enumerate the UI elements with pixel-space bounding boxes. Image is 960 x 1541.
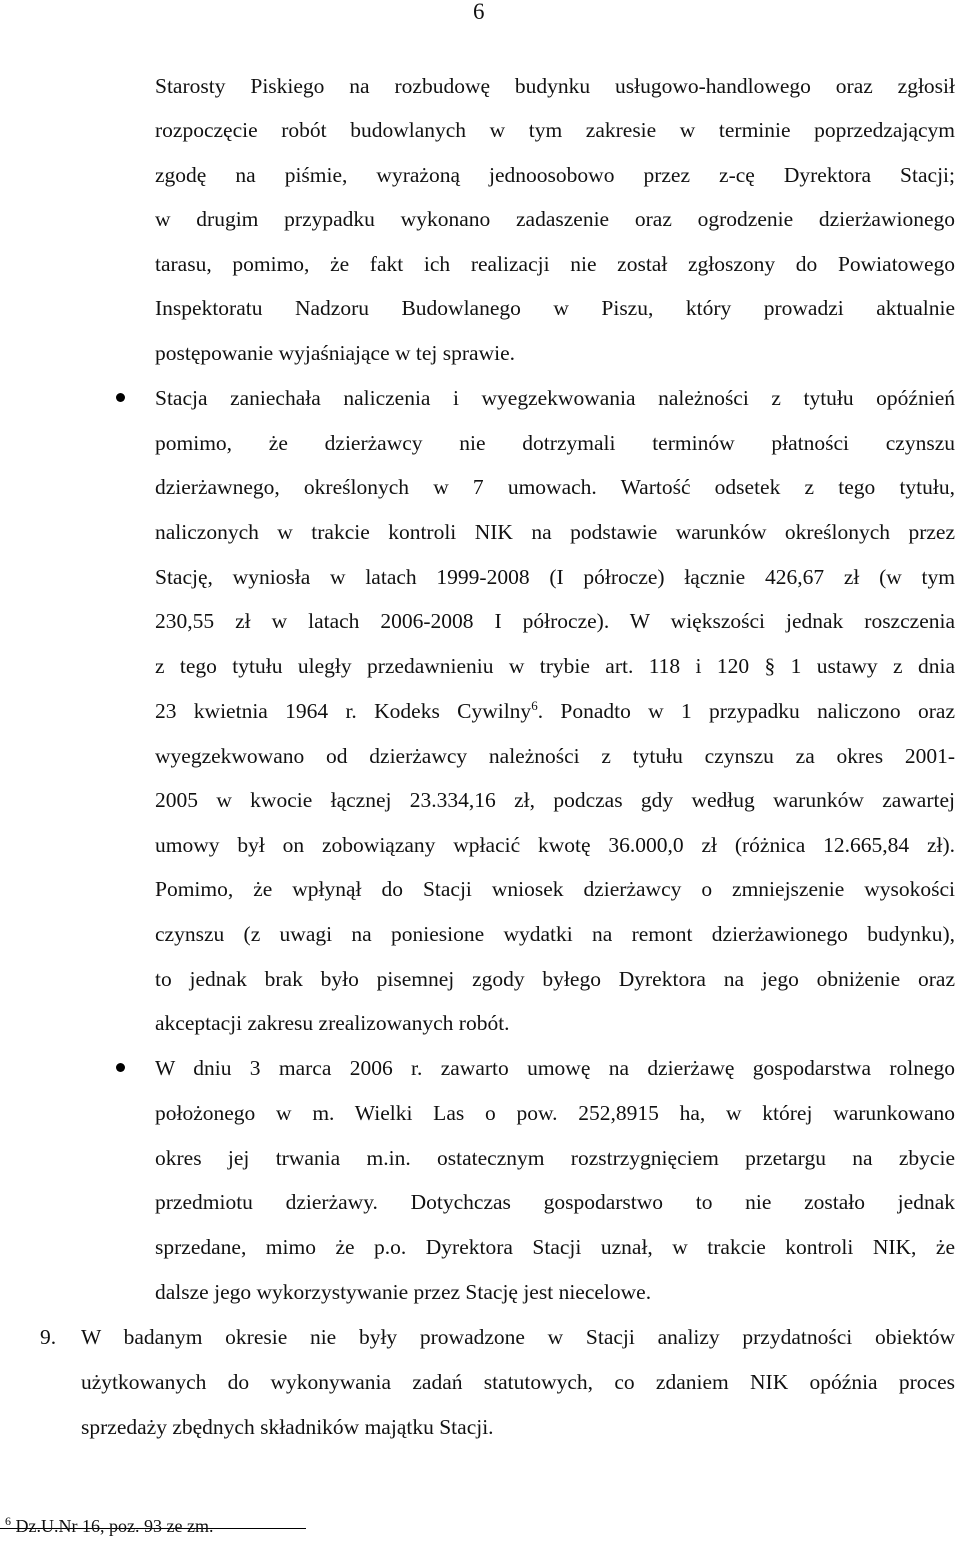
paragraph-line: Stacja zaniechała naliczenia i wyegzekwowania należności z tytułu opóźnień xyxy=(155,386,955,410)
text-segment: 23 kwietnia 1964 r. Kodeks Cywilny xyxy=(155,699,532,723)
paragraph-line: rozpoczęcie robót budowlanych w tym zakresie w terminie poprzedzającym xyxy=(155,118,955,142)
paragraph-line: Stację, wyniosła w latach 1999-2008 (I półrocze) łącznie 426,67 zł (w tym xyxy=(155,565,955,589)
paragraph-line: Pomimo, że wpłynął do Stacji wniosek dzierżawcy o zmniejszenie wysokości xyxy=(155,877,955,901)
text-segment: . Ponadto w 1 przypadku naliczono oraz xyxy=(537,699,955,723)
list-number: 9. xyxy=(40,1325,57,1349)
paragraph-line: wyegzekwowano od dzierżawcy należności z tytułu czynszu za okres 2001- xyxy=(155,744,955,768)
footnote xyxy=(5,1514,213,1538)
paragraph-line: zgodę na piśmie, wyrażoną jednoosobowo przez z-cę Dyrektora Stacji; xyxy=(155,163,955,187)
paragraph-line: 2005 w kwocie łącznej 23.334,16 zł, podczas gdy według warunków zawartej xyxy=(155,788,955,812)
paragraph-line: z tego tytułu uległy przedawnieniu w trybie art. 118 i 120 § 1 ustawy z dnia xyxy=(155,654,955,678)
paragraph-line-with-footnote-ref xyxy=(155,698,955,724)
paragraph-line: czynszu (z uwagi na poniesione wydatki na remont dzierżawionego budynku), xyxy=(155,922,955,946)
paragraph-line: W badanym okresie nie były prowadzone w Stacji analizy przydatności obiektów xyxy=(81,1325,955,1349)
paragraph-line: w drugim przypadku wykonano zadaszenie oraz ogrodzenie dzierżawionego xyxy=(155,207,955,231)
bullet-dot xyxy=(116,393,125,402)
paragraph-line: Inspektoratu Nadzoru Budowlanego w Piszu, który prowadzi aktualnie xyxy=(155,296,955,320)
paragraph-line: tarasu, pomimo, że fakt ich realizacji nie został zgłoszony do Powiatowego xyxy=(155,252,955,276)
paragraph-line: użytkowanych do wykonywania zadań statutowych, co zdaniem NIK opóźnia proces xyxy=(81,1370,955,1394)
footnote-marker: 6 xyxy=(5,1514,11,1528)
bullet-dot xyxy=(116,1063,125,1072)
paragraph-line: to jednak brak było pisemnej zgody byłego Dyrektora na jego obniżenie oraz xyxy=(155,967,955,991)
paragraph-line: Starosty Piskiego na rozbudowę budynku usługowo-handlowego oraz zgłosił xyxy=(155,74,955,98)
footnote-text: Dz.U.Nr 16, poz. 93 ze zm. xyxy=(11,1516,214,1536)
paragraph-line: 230,55 zł w latach 2006-2008 I półrocze). W większości jednak roszczenia xyxy=(155,609,955,633)
paragraph-line: akceptacji zakresu zrealizowanych robót. xyxy=(155,1011,510,1035)
paragraph-line: położonego w m. Wielki Las o pow. 252,8915 ha, w której warunkowano xyxy=(155,1101,955,1125)
paragraph-line: naliczonych w trakcie kontroli NIK na podstawie warunków określonych przez xyxy=(155,520,955,544)
paragraph-line: sprzedaży zbędnych składników majątku Stacji. xyxy=(81,1415,494,1439)
paragraph-line: okres jej trwania m.in. ostatecznym rozstrzygnięciem przetargu na zbycie xyxy=(155,1146,955,1170)
page-number: 6 xyxy=(473,0,485,24)
paragraph-line: dzierżawnego, określonych w 7 umowach. Wartość odsetek z tego tytułu, xyxy=(155,475,955,499)
paragraph-line: dalsze jego wykorzystywanie przez Stację jest niecelowe. xyxy=(155,1280,652,1304)
paragraph-line: pomimo, że dzierżawcy nie dotrzymali terminów płatności czynszu xyxy=(155,431,955,455)
paragraph-line: przedmiotu dzierżawy. Dotychczas gospodarstwo to nie zostało jednak xyxy=(155,1190,955,1214)
paragraph-line: sprzedane, mimo że p.o. Dyrektora Stacji uznał, w trakcie kontroli NIK, że xyxy=(155,1235,955,1259)
paragraph-line: umowy był on zobowiązany wpłacić kwotę 36.000,0 zł (różnica 12.665,84 zł). xyxy=(155,833,955,857)
paragraph-line: W dniu 3 marca 2006 r. zawarto umowę na dzierżawę gospodarstwa rolnego xyxy=(155,1056,955,1080)
paragraph-line: postępowanie wyjaśniające w tej sprawie. xyxy=(155,341,515,365)
footnote-reference[interactable]: 6 xyxy=(531,697,538,713)
